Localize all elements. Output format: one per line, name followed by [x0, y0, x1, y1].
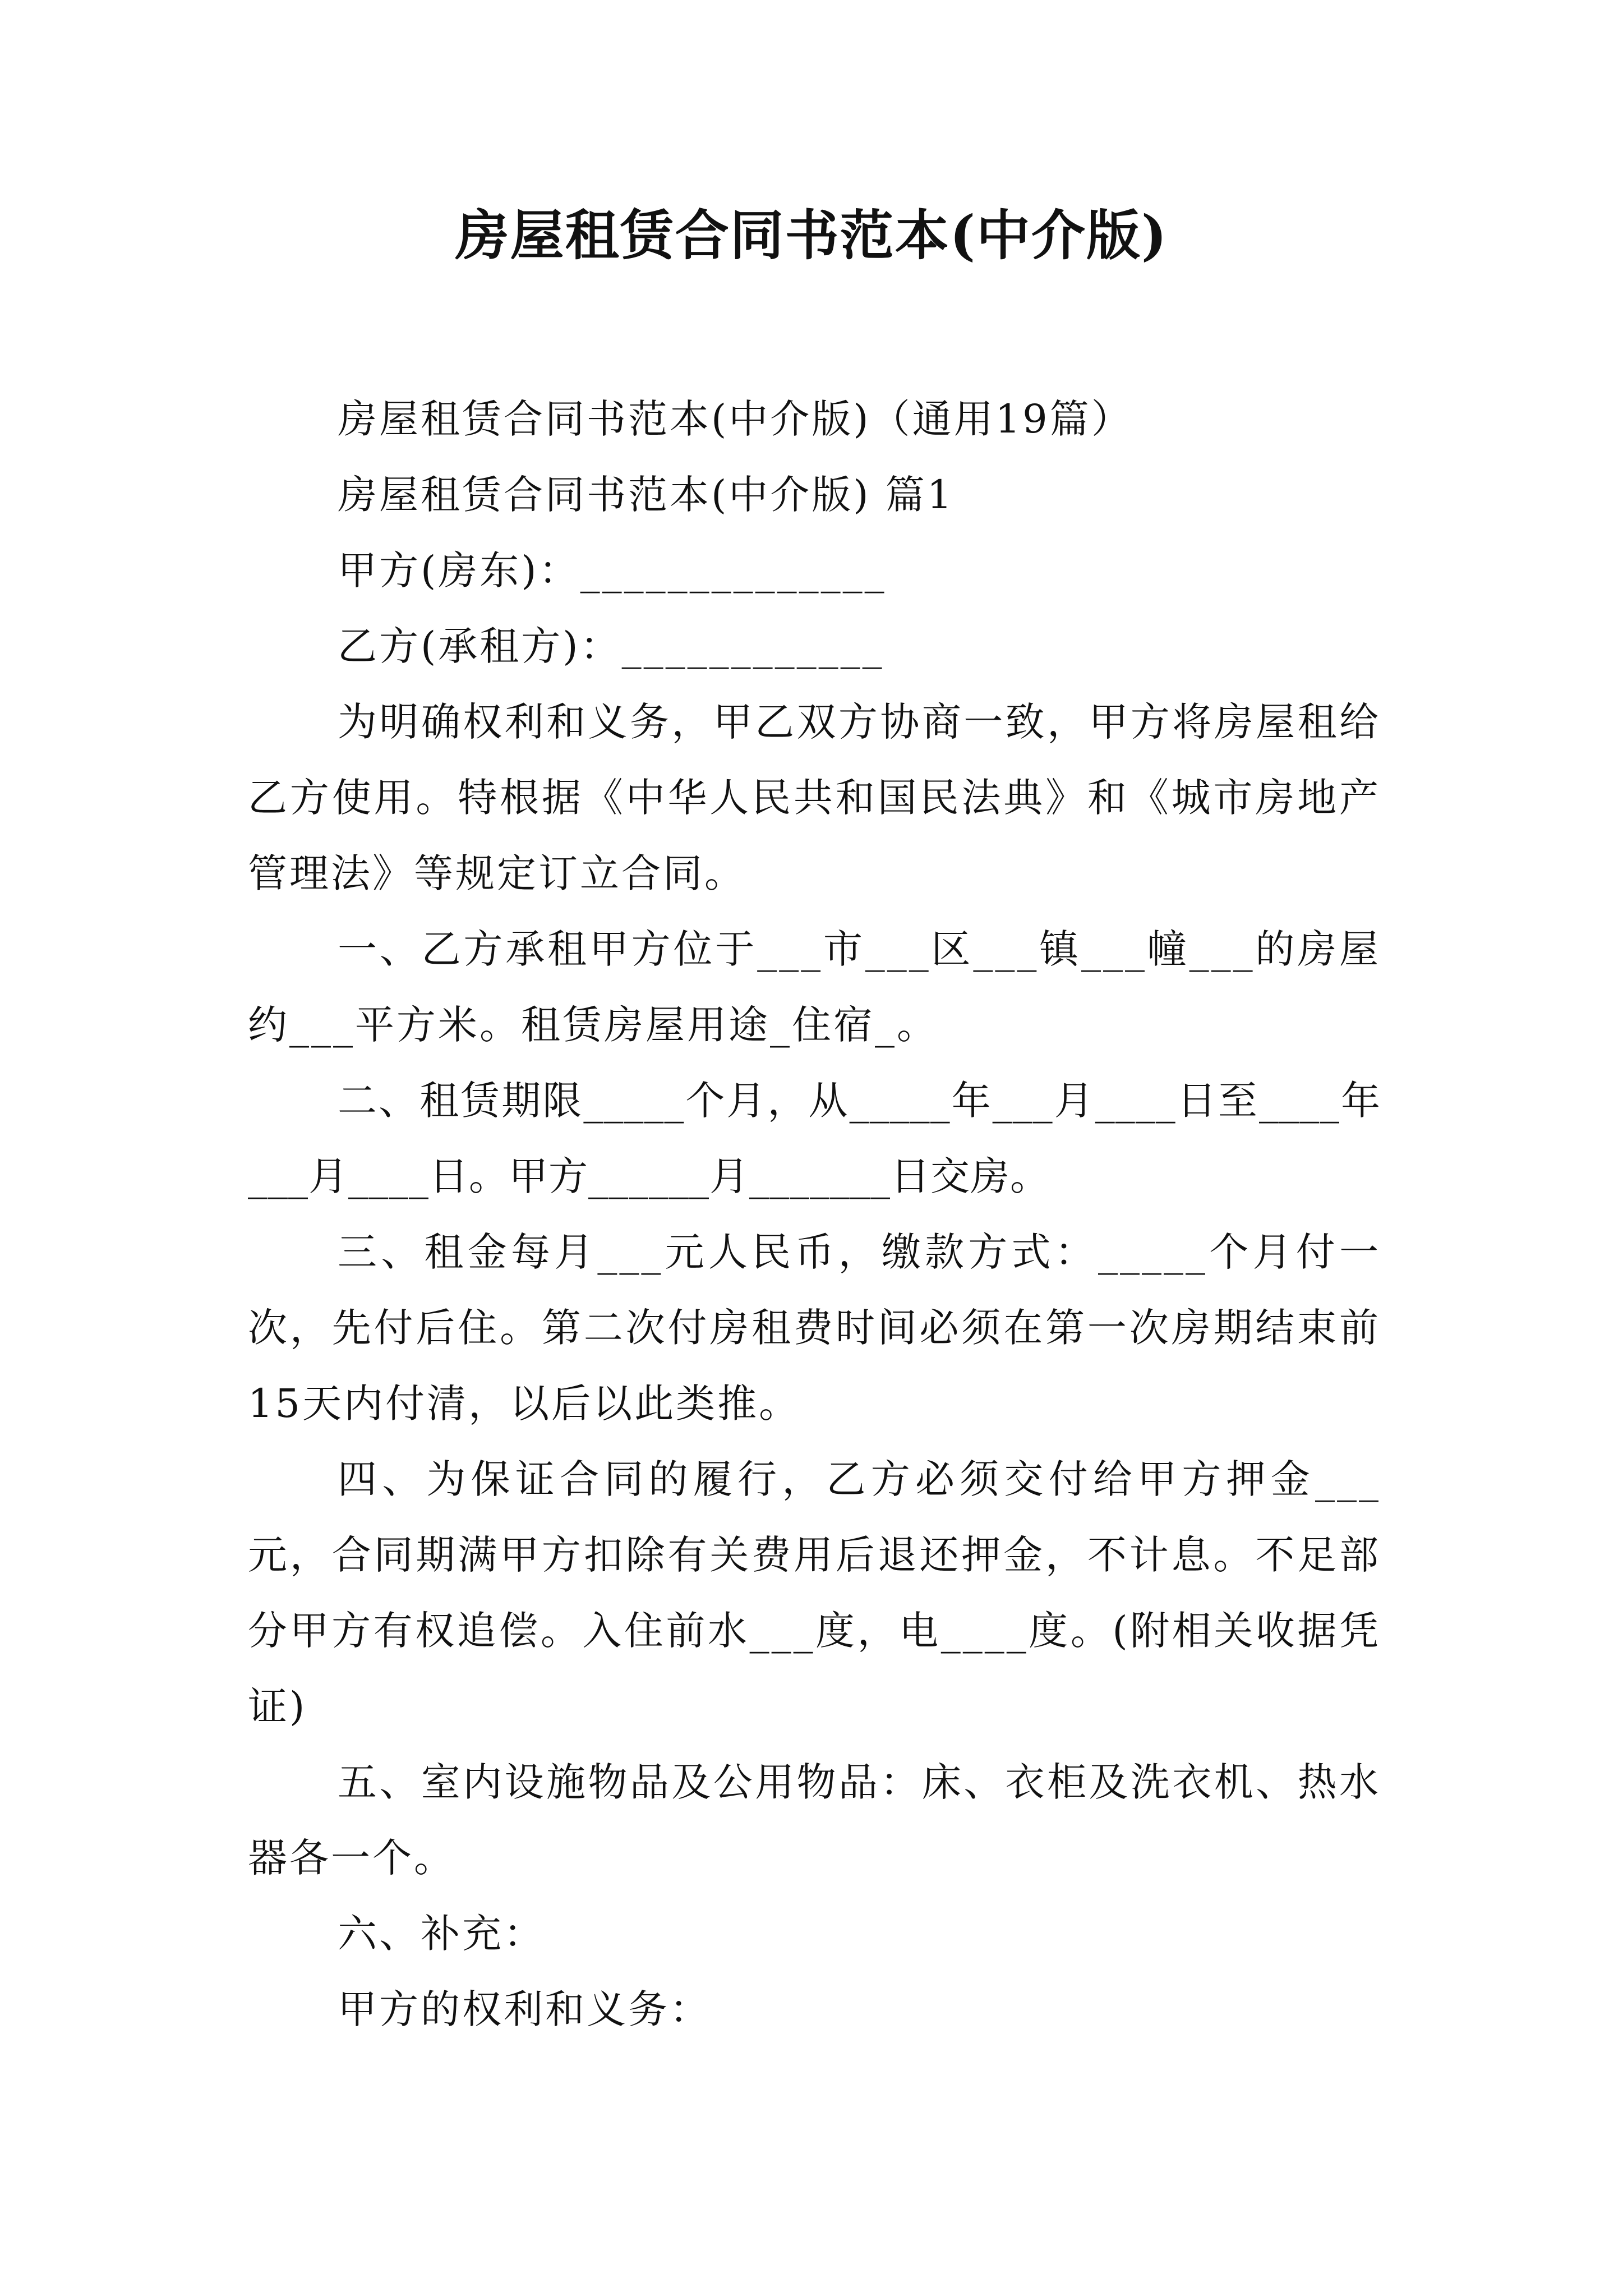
party-a-rights-heading: 甲方的权利和义务： [338, 1986, 711, 2032]
document-title: 房屋租赁合同书范本(中介版) [455, 204, 1168, 267]
section-heading: 房屋租赁合同书范本(中介版) 篇1 [338, 472, 955, 518]
doc-subtitle: 房屋租赁合同书范本(中介版)（通用19篇） [338, 396, 1133, 442]
clause-4: 四、为保证合同的履行，乙方必须交付给甲方押金___元，合同期满甲方扣除有关费用后退还押金，不计息。不足部分甲方有权追偿。入住前水___度，电____度。(附相关收据凭证) [248, 1456, 1381, 1729]
document-body [248, 381, 1381, 2047]
clause-3: 三、租金每月___元人民币，缴款方式：_____个月付一次，先付后住。第二次付房租费时间必须在第一次房期结束前15天内付清，以后以此类推。 [248, 1229, 1381, 1427]
preamble-paragraph: 为明确权利和义务，甲乙双方协商一致，甲方将房屋租给乙方使用。特根据《中华人民共和国民法典》和《城市房地产管理法》等规定订立合同。 [248, 699, 1381, 896]
clause-6: 六、补充： [338, 1911, 545, 1957]
clause-5: 五、室内设施物品及公用物品：床、衣柜及洗衣机、热水器各一个。 [248, 1759, 1381, 1881]
party-b-line: 乙方(承租方)：____________ [338, 623, 884, 669]
party-a-line: 甲方(房东)：______________ [338, 547, 887, 593]
clause-2: 二、租赁期限_____个月，从_____年___月____日至____年___月____日。甲方______月_______日交房。 [248, 1078, 1381, 1199]
clause-1: 一、乙方承租甲方位于___市___区___镇___幢___的房屋约___平方米。租赁房屋用途_住宿_。 [248, 926, 1381, 1048]
